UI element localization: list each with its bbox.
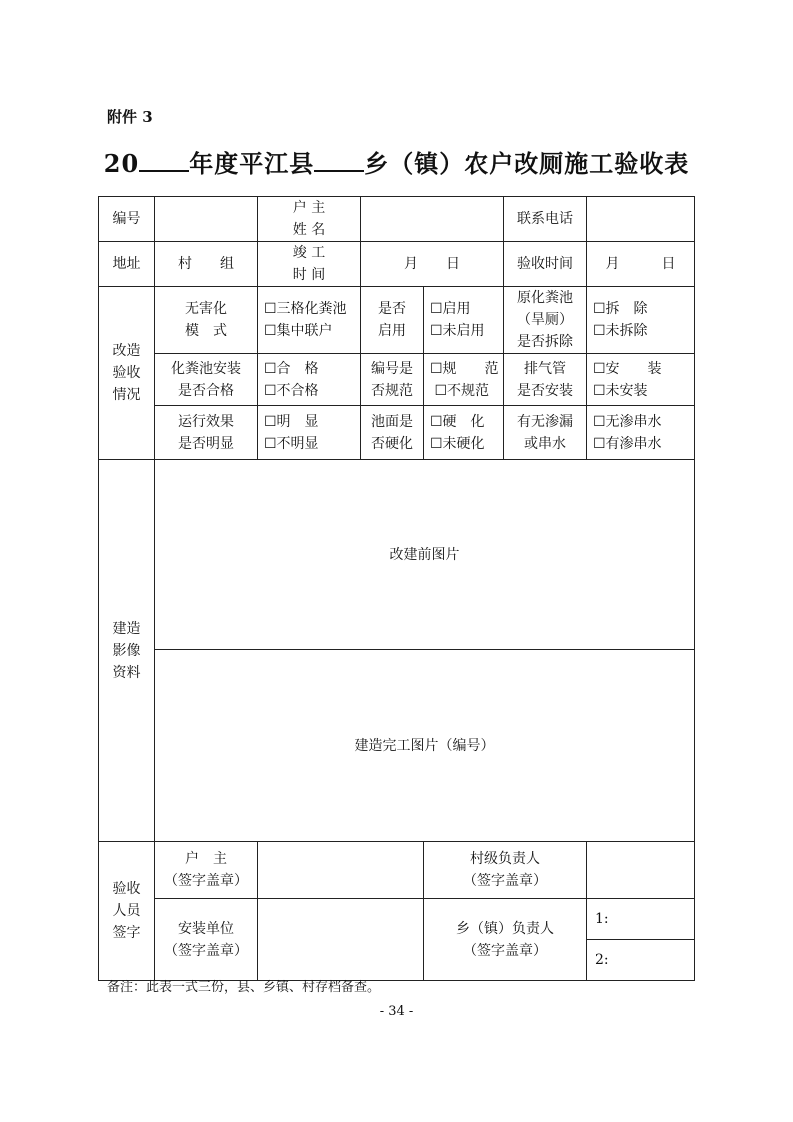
completion-month: 月	[404, 256, 418, 272]
check-options[interactable]	[258, 354, 361, 406]
check-label: 编号是 否规范	[361, 354, 424, 406]
check-label: 化粪池安装 是否合格	[155, 354, 258, 406]
phone-value[interactable]	[587, 197, 695, 242]
town-head-sign-label: 乡（镇）负责人 （签字盖章）	[424, 899, 587, 981]
after-photo-label: 建造完工图片（编号）	[354, 737, 495, 754]
acceptance-time-value[interactable]	[587, 242, 695, 287]
option-checkbox[interactable]: ☐未启用	[430, 323, 485, 339]
footnote: 备注：此表一式三份，县、乡镇、村存档备查。	[107, 980, 381, 995]
option-checkbox[interactable]: ☐不合格	[264, 382, 319, 399]
completion-day: 日	[446, 256, 460, 272]
option-checkbox[interactable]: ☐拆 除	[593, 301, 648, 317]
after-photo-area[interactable]	[155, 650, 695, 842]
option-checkbox[interactable]: ☐无渗串水	[593, 413, 662, 430]
option-checkbox[interactable]: ☐集中联户	[264, 323, 333, 339]
option-checkbox[interactable]: ☐硬 化	[430, 413, 485, 430]
village-head-sign-field[interactable]	[587, 842, 695, 899]
acceptance-month: 月	[605, 256, 620, 272]
renovation-section-label: 改造 验收 情况	[99, 287, 155, 460]
installer-sign-label: 安装单位 （签字盖章）	[155, 899, 258, 981]
check-options[interactable]	[587, 354, 695, 406]
check-options[interactable]	[258, 287, 361, 354]
id-value[interactable]	[155, 197, 258, 242]
line-1-number: 1:	[595, 911, 609, 927]
completion-time-label: 竣 工 时 间	[258, 242, 361, 287]
owner-sign-label: 户 主 （签字盖章）	[155, 842, 258, 899]
check-label: 池面是 否硬化	[361, 406, 424, 460]
completion-time-value[interactable]	[361, 242, 504, 287]
id-label: 编号	[99, 197, 155, 242]
option-checkbox[interactable]: ☐未硬化	[430, 435, 485, 452]
acceptance-form	[98, 196, 695, 981]
village-head-sign-label: 村级负责人 （签字盖章）	[424, 842, 587, 899]
check-label: 无害化 模 式	[155, 287, 258, 354]
check-label: 原化粪池 （旱厕） 是否拆除	[504, 287, 587, 354]
page-number: - 34 -	[379, 1004, 414, 1019]
option-checkbox[interactable]: ☐明 显	[264, 413, 319, 430]
check-options[interactable]	[424, 287, 504, 354]
option-checkbox[interactable]: ☐未拆除	[593, 323, 648, 339]
page-title	[0, 144, 793, 179]
phone-label: 联系电话	[504, 197, 587, 242]
check-options[interactable]	[587, 406, 695, 460]
check-options[interactable]	[587, 287, 695, 354]
images-section-label: 建造 影像 资料	[99, 460, 155, 842]
option-checkbox[interactable]: ☐安 装	[593, 360, 662, 377]
acceptance-day: 日	[661, 256, 676, 272]
year-blank[interactable]	[139, 148, 189, 172]
acceptance-time-label: 验收时间	[504, 242, 587, 287]
option-checkbox[interactable]: ☐规 范	[430, 360, 499, 377]
check-label: 运行效果 是否明显	[155, 406, 258, 460]
option-checkbox[interactable]: ☐不规范	[430, 382, 490, 399]
before-photo-area[interactable]	[155, 460, 695, 650]
check-label: 排气管 是否安装	[504, 354, 587, 406]
town-head-sign-line-1[interactable]	[587, 899, 695, 940]
check-options[interactable]	[258, 406, 361, 460]
option-checkbox[interactable]: ☐合 格	[264, 360, 319, 377]
title-county: 年度平江县	[189, 149, 315, 178]
option-checkbox[interactable]: ☐启用	[430, 301, 471, 317]
option-checkbox[interactable]: ☐三格化粪池	[264, 301, 347, 317]
town-blank[interactable]	[314, 148, 364, 172]
check-label: 有无渗漏 或串水	[504, 406, 587, 460]
check-label: 是否 启用	[361, 287, 424, 354]
before-photo-label: 改建前图片	[389, 546, 460, 563]
address-value[interactable]	[155, 242, 258, 287]
option-checkbox[interactable]: ☐不明显	[264, 435, 319, 452]
address-label: 地址	[99, 242, 155, 287]
signatures-section-label: 验收 人员 签字	[99, 842, 155, 981]
check-options[interactable]	[424, 406, 504, 460]
option-checkbox[interactable]: ☐未安装	[593, 382, 648, 399]
title-year-prefix: 20	[103, 149, 140, 178]
option-checkbox[interactable]: ☐有渗串水	[593, 435, 662, 452]
title-rest: 乡（镇）农户改厕施工验收表	[364, 149, 690, 178]
owner-name-value[interactable]	[361, 197, 504, 242]
line-2-number: 2:	[595, 952, 609, 968]
owner-name-label: 户 主 姓 名	[258, 197, 361, 242]
owner-sign-field[interactable]	[258, 842, 424, 899]
installer-sign-field[interactable]	[258, 899, 424, 981]
attachment-label: 附件 3	[107, 108, 153, 126]
check-options[interactable]	[424, 354, 504, 406]
village-label: 村	[178, 256, 192, 272]
group-label: 组	[220, 256, 234, 272]
town-head-sign-line-2[interactable]	[587, 940, 695, 981]
